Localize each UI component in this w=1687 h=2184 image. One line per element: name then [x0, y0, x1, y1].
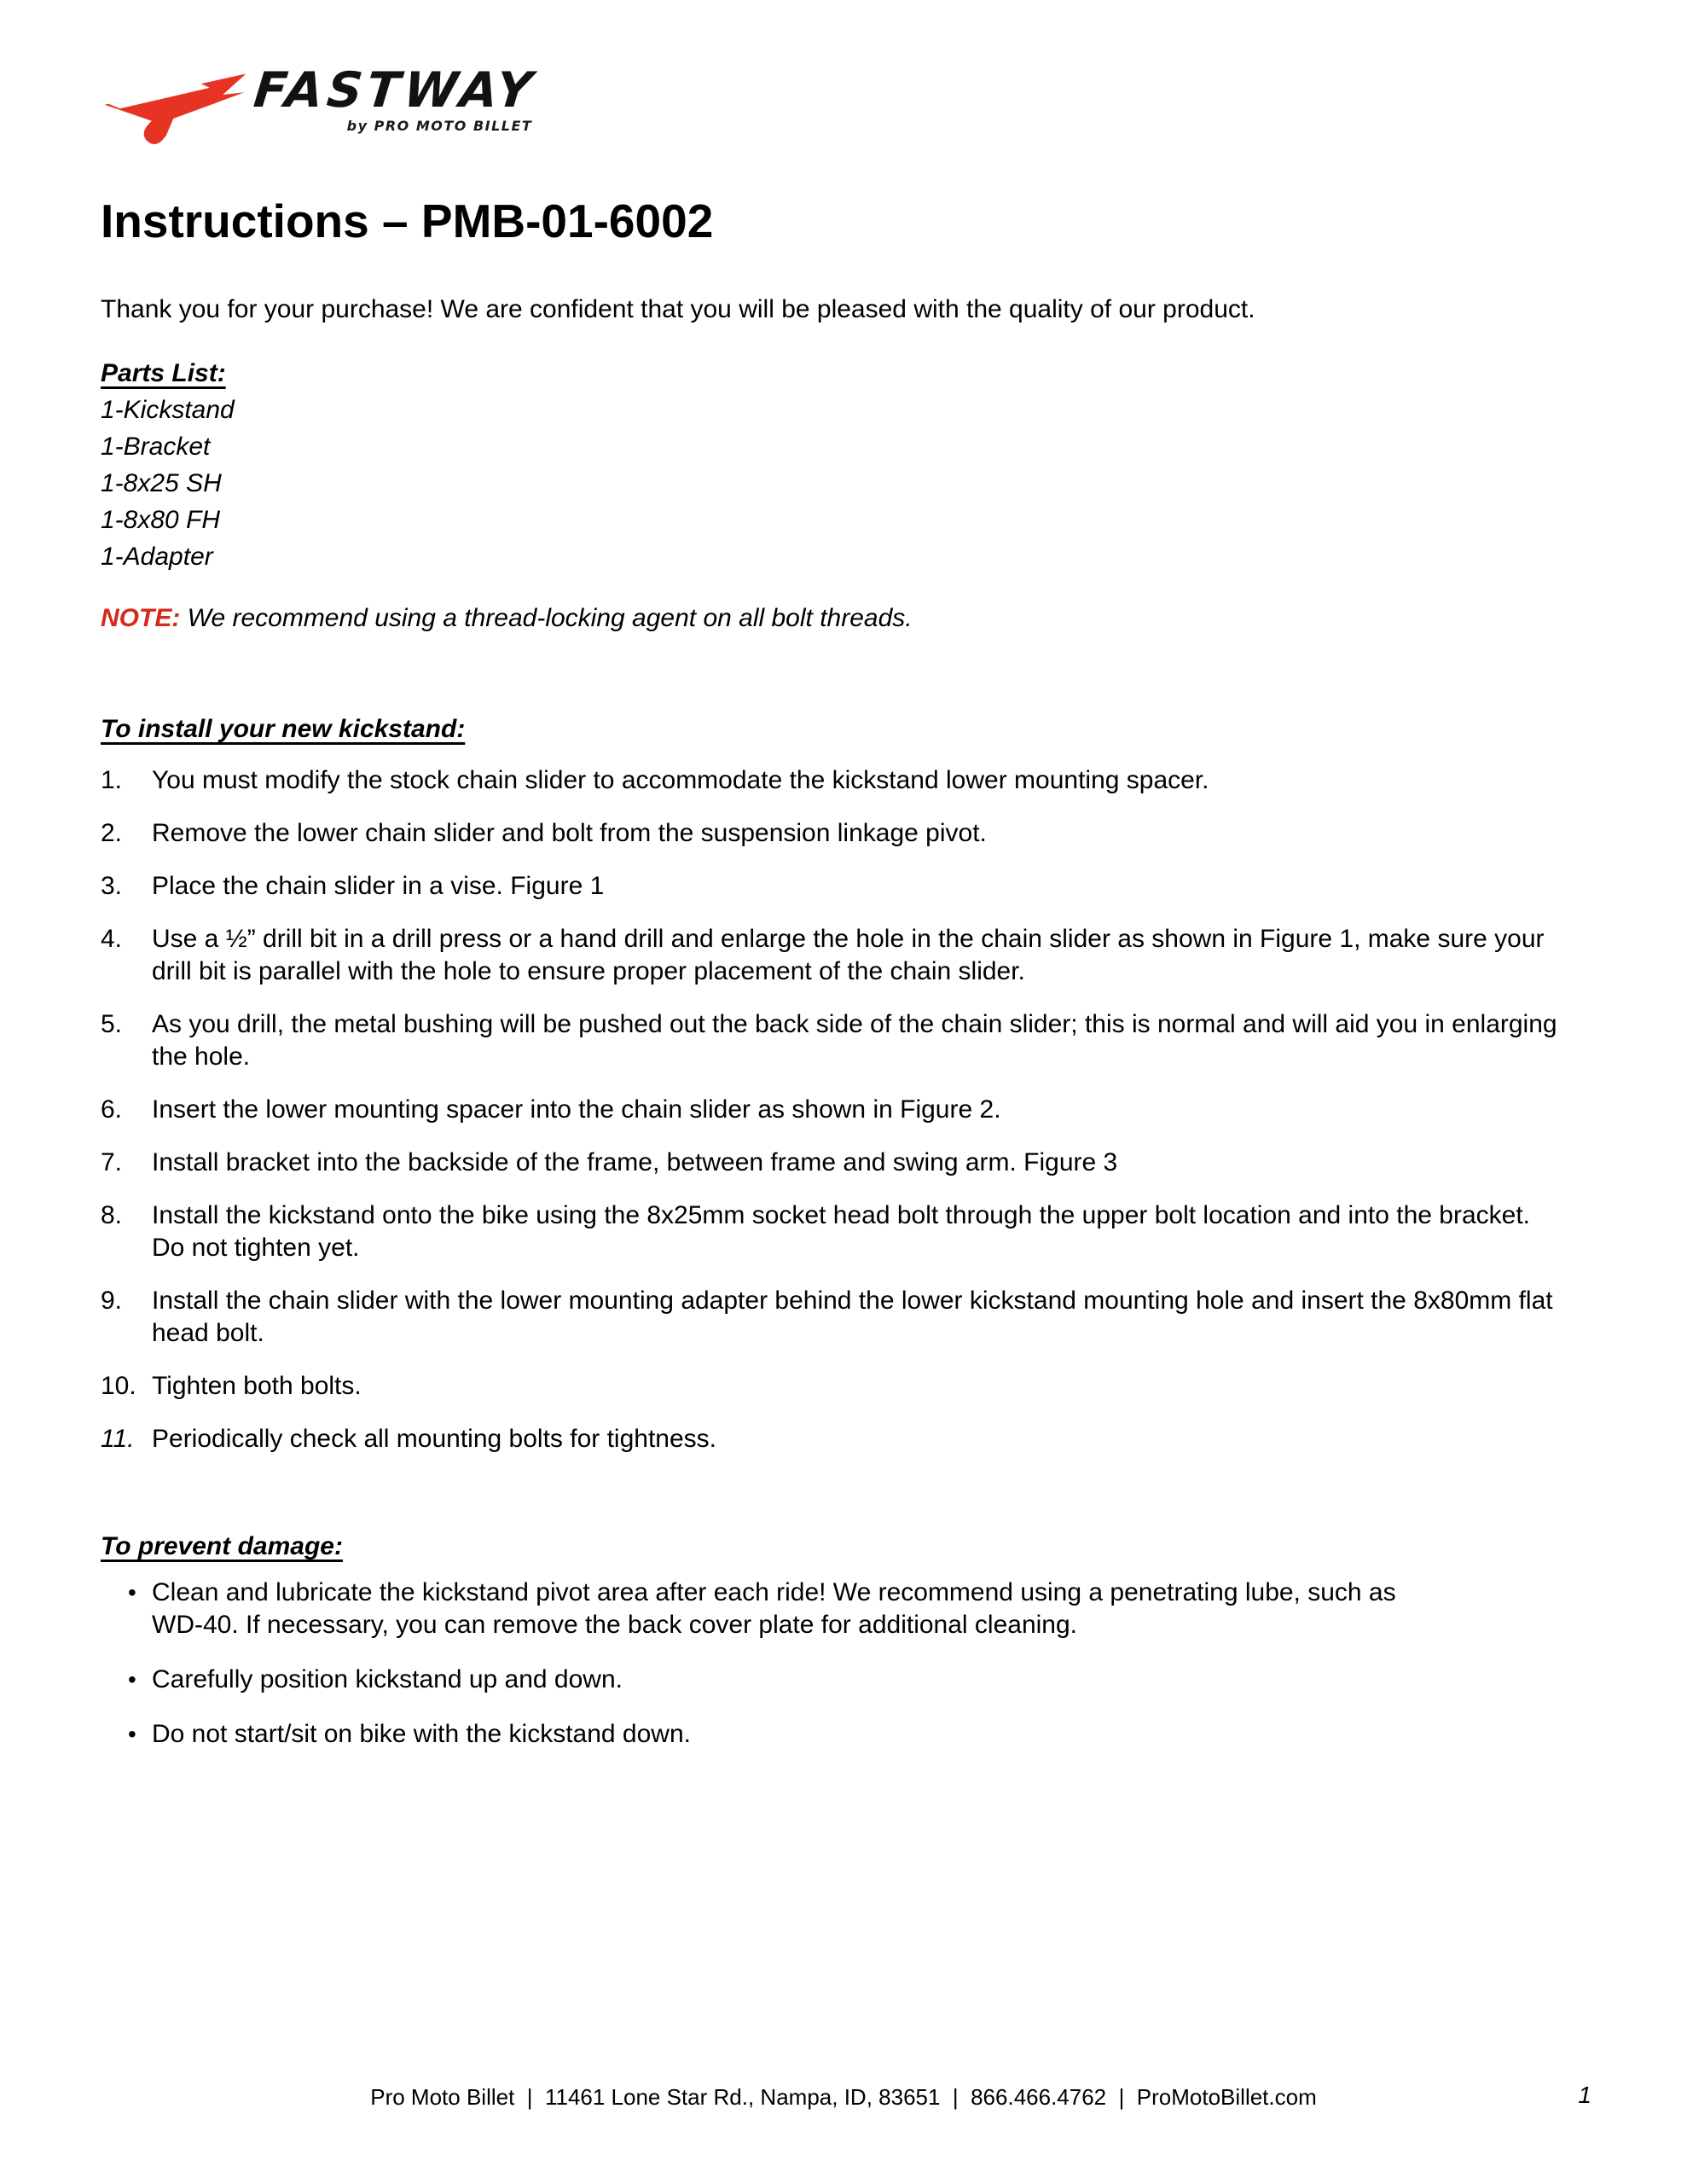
step-text: Use a ½” drill bit in a drill press or a hand drill and enlarge the hole in the chain slider as shown in Figure 1, make sure your drill bit is parallel with the hole to ensure proper placement of the chain slider. [152, 925, 1545, 985]
parts-list-heading: Parts List: [101, 359, 226, 387]
step-item [101, 1008, 1586, 1073]
fastway-arrow-icon [102, 70, 249, 152]
intro-paragraph: Thank you for your purchase! We are confident that you will be pleased with the quality of our product. [101, 295, 1255, 323]
step-number: 8. [101, 1201, 123, 1229]
bullet-text: Do not start/sit on bike with the kickstand down. [152, 1720, 691, 1748]
step-number: 4. [101, 925, 123, 953]
step-number: 5. [101, 1010, 123, 1038]
step-item [101, 1199, 1586, 1264]
step-text: Insert the lower mounting spacer into the chain slider as shown in Figure 2. [152, 1095, 1001, 1124]
step-text: Tighten both bolts. [152, 1372, 362, 1400]
step-number: 2. [101, 819, 123, 847]
logo-text-block [251, 62, 539, 134]
step-number: 6. [101, 1095, 123, 1124]
install-steps-list [101, 764, 1586, 1476]
logo-brand-text: FASTWAY [251, 62, 539, 119]
prevent-section-heading: To prevent damage: [101, 1532, 343, 1560]
fastway-logo [102, 62, 539, 152]
logo-byline-text: by PRO MOTO BILLET [346, 118, 533, 134]
step-number: 9. [101, 1287, 123, 1315]
step-item [101, 817, 1586, 850]
step-item [101, 870, 1586, 903]
step-item [101, 764, 1586, 797]
step-item [101, 1423, 1586, 1455]
note-text: We recommend using a thread-locking agent on all bolt threads. [187, 604, 913, 632]
step-number: 10. [101, 1372, 136, 1400]
step-item [101, 1370, 1586, 1403]
parts-list-item: 1-8x25 SH [101, 469, 222, 497]
page-title: Instructions – PMB-01-6002 [101, 195, 714, 247]
bullet-dot: • [128, 1579, 136, 1606]
parts-list-item: 1-Adapter [101, 543, 213, 571]
step-number: 11. [101, 1425, 135, 1453]
note-label: NOTE: [101, 604, 181, 632]
step-number: 3. [101, 872, 123, 900]
install-section-heading: To install your new kickstand: [101, 715, 466, 743]
step-item [101, 1094, 1586, 1126]
parts-list-item: 1-Kickstand [101, 396, 235, 424]
bullet-text: Carefully position kickstand up and down. [152, 1665, 623, 1693]
prevent-bullet-list [101, 1577, 1586, 1773]
bullet-item [101, 1577, 1586, 1641]
bullet-item [101, 1664, 1586, 1696]
step-text: You must modify the stock chain slider to accommodate the kickstand lower mounting spacer. [152, 766, 1209, 794]
step-text: Install the chain slider with the lower mounting adapter behind the lower kickstand mounting hole and insert the 8x80mm flat head bolt. [152, 1287, 1553, 1347]
step-text: Periodically check all mounting bolts for tightness. [152, 1425, 716, 1453]
step-item [101, 923, 1586, 988]
step-number: 7. [101, 1148, 123, 1176]
parts-list-item: 1-8x80 FH [101, 506, 221, 534]
page-number: 1 [1578, 2082, 1591, 2108]
bullet-dot: • [128, 1666, 136, 1693]
bullet-dot: • [128, 1721, 136, 1747]
bullet-text: Clean and lubricate the kickstand pivot area after each ride! We recommend using a penetrating lube, such as WD-40. If necessary, you can remove the back cover plate for additional cleaning. [152, 1578, 1396, 1639]
footer-contact-line: Pro Moto Billet | 11461 Lone Star Rd., Nampa, ID, 83651 | 866.466.4762 | ProMotoBillet.com [370, 2084, 1317, 2110]
note-line [101, 602, 1586, 635]
parts-list-section [101, 355, 783, 575]
step-text: Install the kickstand onto the bike using the 8x25mm socket head bolt through the upper bolt location and into the bracket. Do not tighten yet. [152, 1201, 1531, 1262]
step-text: Remove the lower chain slider and bolt from the suspension linkage pivot. [152, 819, 987, 847]
step-text: Place the chain slider in a vise. Figure 1 [152, 872, 605, 900]
step-item [101, 1285, 1586, 1350]
step-number: 1. [101, 766, 123, 794]
parts-list-item: 1-Bracket [101, 433, 211, 461]
step-text: Install bracket into the backside of the frame, between frame and swing arm. Figure 3 [152, 1148, 1118, 1176]
step-text: As you drill, the metal bushing will be pushed out the back side of the chain slider; this is normal and will aid you in enlarging the hole. [152, 1010, 1557, 1071]
bullet-item [101, 1718, 1586, 1751]
step-item [101, 1147, 1586, 1179]
